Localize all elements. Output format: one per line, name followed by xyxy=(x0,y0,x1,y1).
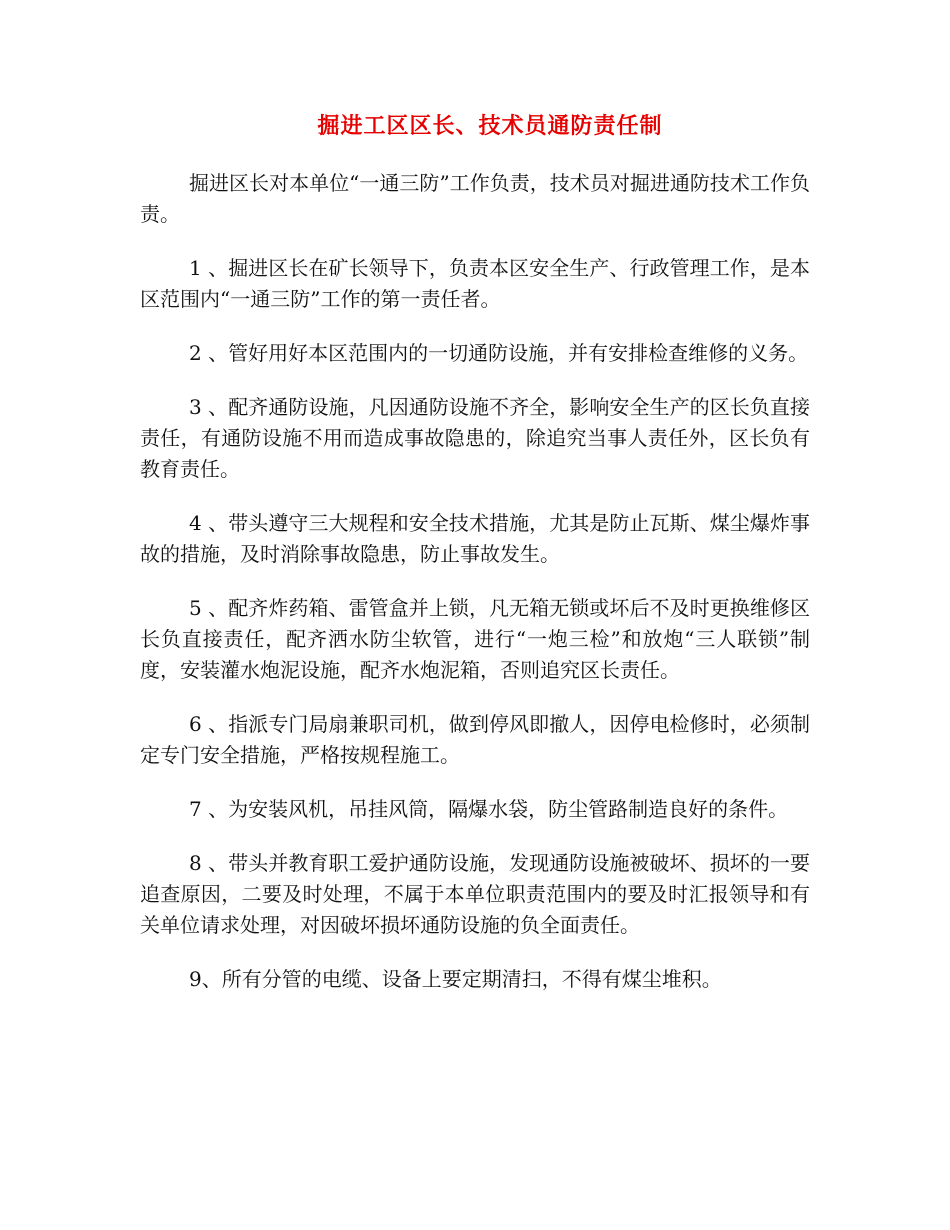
clause-8: 8 、带头并教育职工爱护通防设施，发现通防设施被破坏、损坏的一要追查原因，二要及时处理，不属于本单位职责范围内的要及时汇报领导和有关单位请求处理，对因破坏损坏通防设施的负全面责任。 xyxy=(140,851,810,937)
clause-1: 1 、掘进区长在矿长领导下，负责本区安全生产、行政管理工作，是本区范围内“一通三防”工作的第一责任者。 xyxy=(140,256,810,311)
clause-4: 4 、带头遵守三大规程和安全技术措施，尤其是防止瓦斯、煤尘爆炸事故的措施，及时消除事故隐患，防止事故发生。 xyxy=(140,511,810,566)
clause-9: 9、所有分管的电缆、设备上要定期清扫，不得有煤尘堆积。 xyxy=(189,967,722,991)
document-title: 掘进工区区长、技术员通防责任制 xyxy=(317,113,663,139)
clause-3: 3 、配齐通防设施，凡因通防设施不齐全，影响安全生产的区长负直接责任，有通防设施不用而造成事故隐患的，除追究当事人责任外，区长负有教育责任。 xyxy=(140,395,810,481)
document-page xyxy=(140,106,810,1018)
clause-5: 5 、配齐炸药箱、雷管盒并上锁，凡无箱无锁或坏后不及时更换维修区长负直接责任，配齐洒水防尘软管，进行“一炮三检”和放炮“三人联锁”制度，安装灌水炮泥设施，配齐水炮泥箱，否则追究区长责任。 xyxy=(140,596,810,682)
clause-7: 7 、为安装风机，吊挂风筒，隔爆水袋，防尘管路制造良好的条件。 xyxy=(189,797,789,821)
clause-2: 2 、管好用好本区范围内的一切通防设施，并有安排检查维修的义务。 xyxy=(189,341,809,365)
clause-6: 6 、指派专门局扇兼职司机，做到停风即撤人，因停电检修时，必须制定专门安全措施，严格按规程施工。 xyxy=(140,712,810,767)
intro-paragraph: 掘进区长对本单位“一通三防”工作负责，技术员对掘进通防技术工作负责。 xyxy=(140,171,810,226)
